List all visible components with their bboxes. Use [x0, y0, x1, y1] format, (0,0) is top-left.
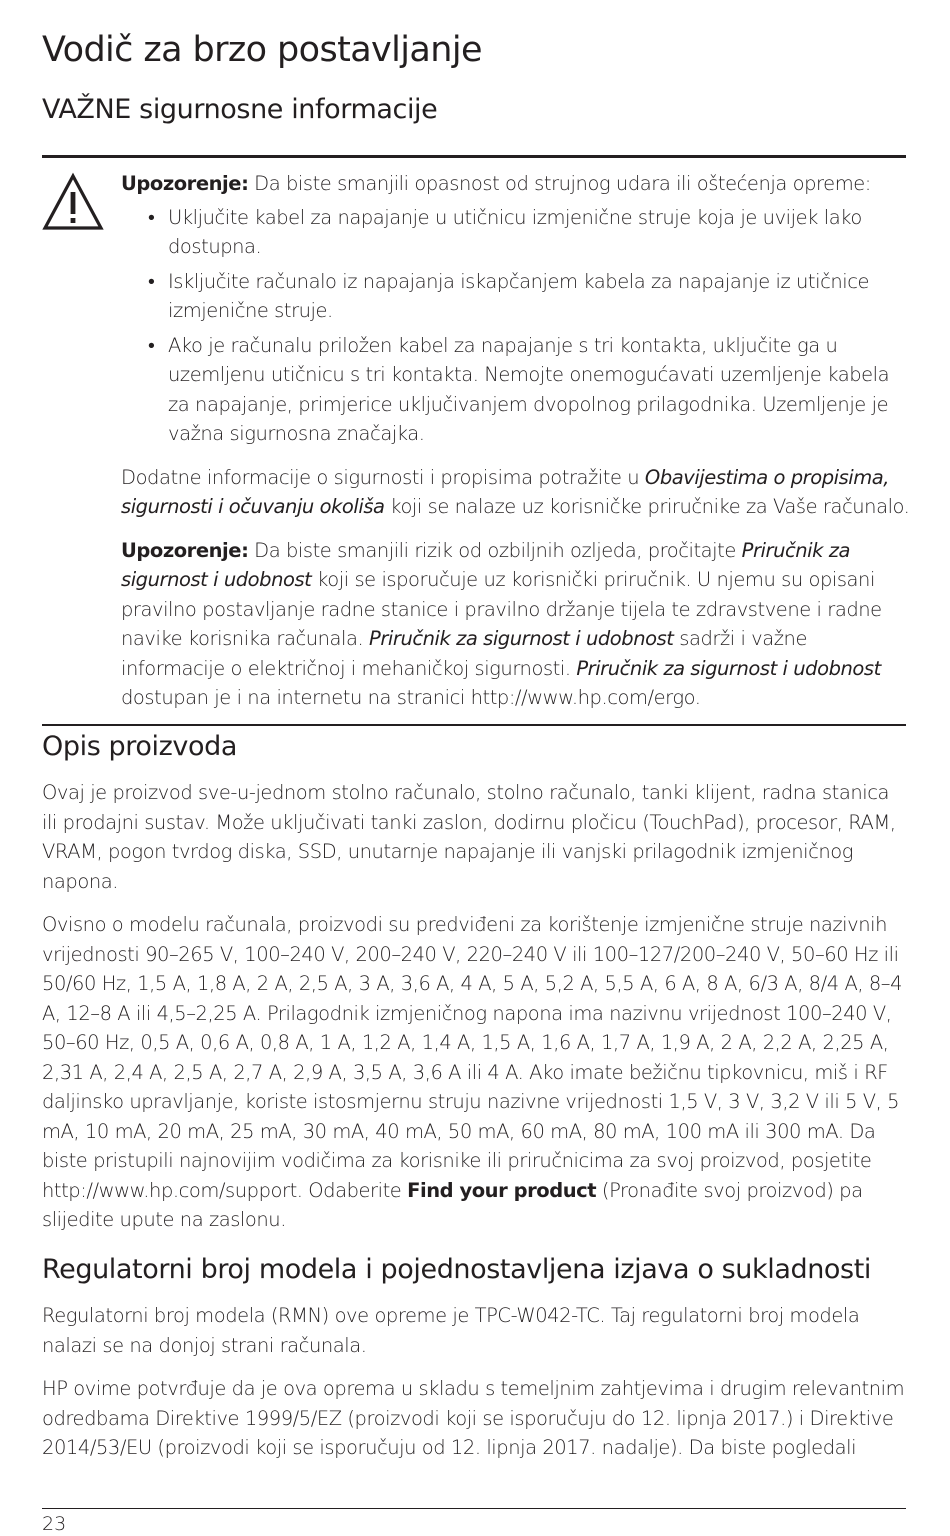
regulatory-section — [42, 1254, 906, 1477]
safety-warning-content — [121, 169, 911, 713]
warning-label: Upozorenje: — [121, 538, 249, 562]
text-span: Dodatne informacije o sigurnosti i propisima potražite u — [121, 465, 645, 489]
product-paragraph: Ovaj je proizvod sve-u-jednom stolno računalo, stolno računalo, tanki klijent, radna stanica ili prodajni sustav. Može uključivati tanki zaslon, dodirnu pločicu (TouchPad), procesor, RAM, VRAM, pogon tvrdog diska, SSD, unutarnje napajanje ili vanjski prilagodnik izmjeničnog napona. — [42, 781, 896, 893]
footer-divider — [42, 1508, 906, 1509]
warning-text: Da biste smanjili opasnost od strujnog udara ili oštećenja opreme: — [248, 172, 871, 195]
doc-title-italic: Priručnik za sigurnost i udobnost — [576, 656, 881, 680]
doc-title-italic: Priručnik za sigurnost i udobnost — [121, 538, 850, 591]
safety-heading: VAŽNE sigurnosne informacije — [42, 94, 438, 125]
text-span: Da biste smanjili rizik od ozbiljnih ozljeda, pročitajte — [248, 538, 742, 562]
text-span: sadrži i važne informacije o električnoj i mehaničkoj sigurnosti. — [121, 627, 808, 680]
regulatory-info-paragraph — [121, 463, 911, 522]
rmn-paragraph: Regulatorni broj modela (RMN) ove opreme je TPC-W042-TC. Taj regulatorni broj modela nalazi se na donjoj strani računala. — [42, 1304, 860, 1357]
text-span: koji se isporučuje uz korisnički priručnik. U njemu su opisani pravilno postavljanje radne stanice i pravilno držanje tijela te zdravstvene i radne navike korisnika računala. — [121, 568, 882, 650]
conformity-paragraph: HP ovime potvrđuje da je ova oprema u skladu s temeljnim zahtjevima i drugim relevantnim odredbama Direktive 1999/5/EZ (proizvodi koji se isporučuju do 12. lipnja 2017.) i Direktive 2014/53/EU (proizvodi koji se isporučuju od 12. lipnja 2017. nadalje). Da biste pogledali — [42, 1377, 905, 1459]
list-item: • Ako je računalu priložen kabel za napajanje s tri kontakta, uključite ga u uzemljenu utičnicu s tri kontakta. Nemojte onemogućavati uzemljenje kabela za napajanje, primjerice uključivanjem dvopolnog prilagodnika. Uzemljenje je važna sigurnosna značajka. — [168, 331, 911, 449]
text-span: Ovisno o modelu računala, proizvodi su predviđeni za korištenje izmjenične struje nazivnih vrijednosti 90–265 V, 100–240 V, 200–240 V, 220–240 V ili 100–127/200–240 V, 50–60 Hz ili 50/60 Hz, 1,5 A, 1,8 A, 2 A, 2,5 A, 3 A, 3,6 A, 4 A, 5 A, 5,2 A, 5,5 A, 6 A, 8 A, 6/3 A, 8/4 A, 8–4 A, 12–8 A ili 4,5–2,25 A. Prilagodnik izmjeničnog napona ima nazivnu vrijednost 100–240 V, 50–60 Hz, 0,5 A, 0,6 A, 0,8 A, 1 A, 1,2 A, 1,4 A, 1,5 A, 1,6 A, 1,7 A, 1,9 A, 2 A, 2,2 A, 2,25 A, 2,31 A, 2,4 A, 2,5 A, 2,7 A, 2,9 A, 3,5 A, 3,6 A ili 4 A. Ako imate bežičnu tipkovnicu, miš i RF daljinsko upravljanje, koriste istosmjernu struju nazivne vrijednosti 1,5 V, 3 V, 3,2 V ili 5 V, 5 mA, 10 mA, 20 mA, 25 mA, 30 mA, 40 mA, 50 mA, 60 mA, 80 mA, 100 mA ili 300 mA. Da biste pristupili najnovijim vodičima za korisnike ili priručnicima za svoj proizvod, posjetite http://www.hp.com/support. Odaberite — [42, 913, 903, 1202]
warning-label: Upozorenje: — [121, 172, 249, 195]
text-span: (Pronađite svoj proizvod) pa slijedite upute na zaslonu. — [42, 1178, 863, 1231]
text-span: dostupan je i na internetu na stranici http://www.hp.com/ergo. — [121, 686, 701, 709]
warning-bullet-list — [121, 203, 911, 449]
warning-safety-comfort — [121, 536, 911, 713]
safety-warning-box — [42, 155, 910, 726]
text-span: koji se nalaze uz korisničke priručnike za Vaše računalo. — [384, 495, 910, 518]
doc-title-italic: Obavijestima o propisima, sigurnosti i očuvanju okoliša — [121, 465, 890, 518]
page-number: 23 — [42, 1513, 67, 1535]
power-ratings-paragraph — [42, 910, 906, 1235]
warning-electric-shock — [121, 169, 911, 199]
list-item: • Uključite kabel za napajanje u utičnicu izmjenične struje koja je uvijek lako dostupna. — [168, 203, 911, 262]
warning-triangle-icon — [42, 172, 104, 232]
product-description-section — [42, 731, 906, 1249]
page-title: Vodič za brzo postavljanje — [42, 30, 482, 70]
list-item: • Isključite računalo iz napajanja iskapčanjem kabela za napajanje iz utičnice izmjenične struje. — [168, 267, 911, 326]
section-heading: Regulatorni broj modela i pojednostavljena izjava o sukladnosti — [42, 1254, 872, 1285]
section-heading: Opis proizvoda — [42, 731, 237, 762]
find-your-product-label: Find your product — [407, 1178, 597, 1202]
doc-title-italic: Priručnik za sigurnost i udobnost — [369, 627, 674, 650]
